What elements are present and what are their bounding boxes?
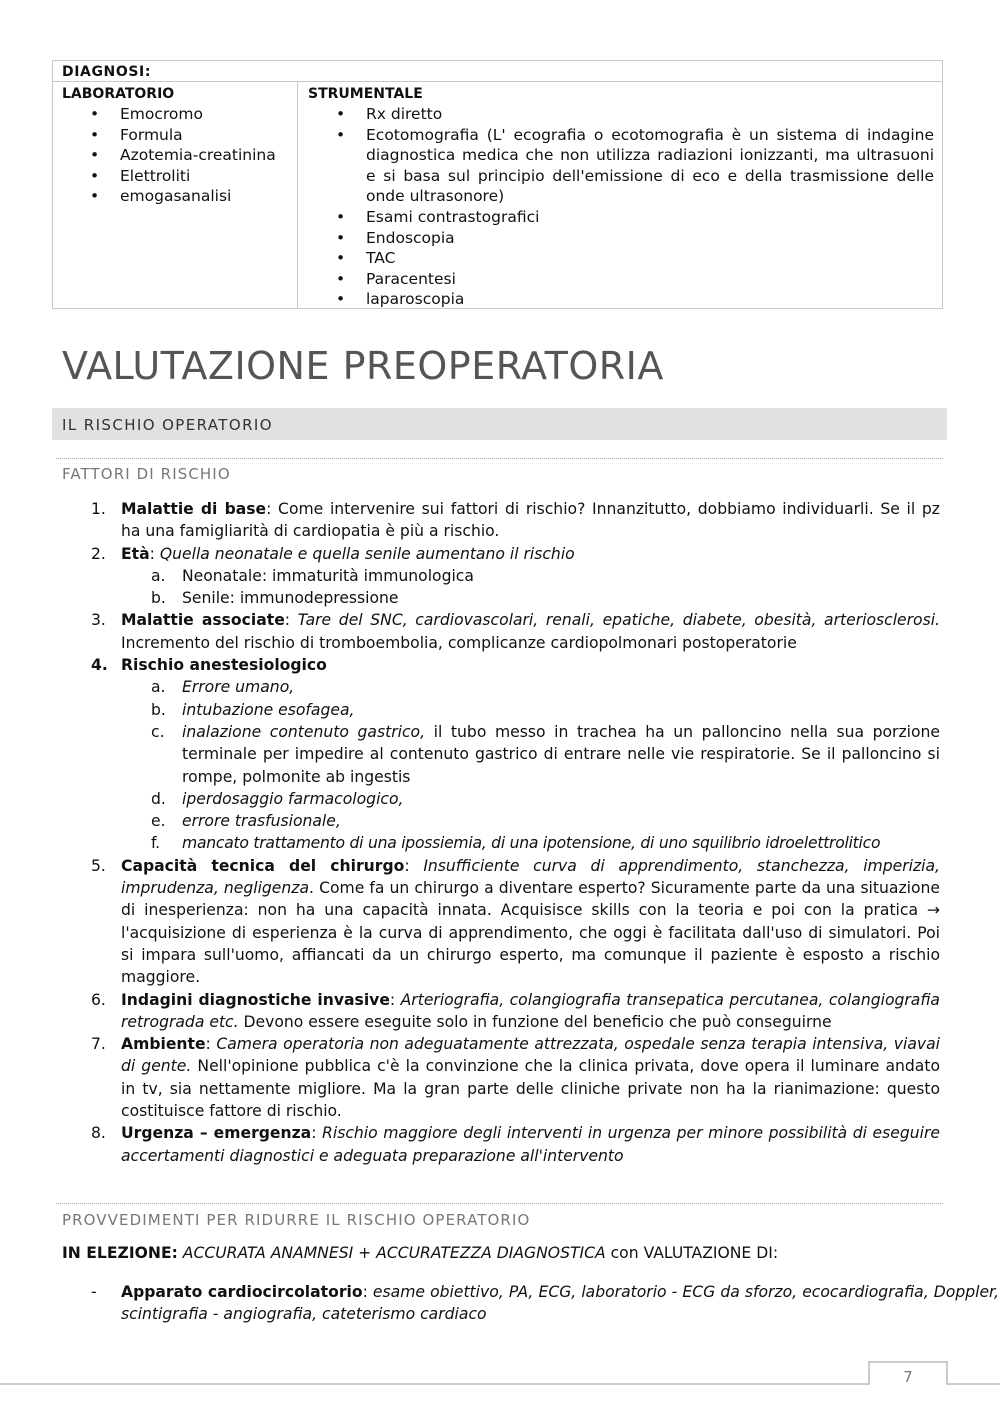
list-item (62, 1033, 940, 1122)
item-bold: Età (121, 544, 150, 563)
apparato-item (62, 1281, 999, 1326)
strumentale-list (308, 104, 934, 310)
sub-number: b. (151, 589, 166, 608)
sub-number: a. (151, 678, 166, 697)
sub-italic: mancato trattamento di una ipossiemia, di una ipotensione, di uno squilibrio idroelettrolitico (182, 834, 881, 853)
risk-factor-list (62, 498, 940, 1167)
sub-number: b. (151, 700, 166, 719)
item-colon: : (205, 1035, 217, 1054)
item-bold: Malattie associate (121, 611, 285, 630)
item-number: 5. (91, 856, 106, 875)
elezione-italic: ACCURATA ANAMNESI + ACCURATEZZA DIAGNOSTICA (177, 1244, 606, 1262)
laboratorio-list (62, 104, 297, 207)
item-text: Devono essere eseguite solo in funzione del beneficio che può conseguirne (238, 1012, 832, 1031)
item-colon: : (311, 1124, 323, 1143)
list-item (62, 855, 940, 989)
band-title: IL RISCHIO OPERATORIO (62, 416, 273, 434)
sub-item (62, 788, 940, 810)
list-item (62, 498, 940, 543)
sub-number: a. (151, 566, 166, 585)
item-colon: : (404, 856, 424, 875)
item-number: 6. (91, 990, 106, 1009)
sub-text: Neonatale: immaturità immunologica (182, 566, 474, 585)
sub-item (62, 810, 940, 832)
item-italic: Arteriografia, colangiografia transepatica percutanea, colangiografia retrograda etc. (121, 990, 940, 1031)
elezione-bold: IN ELEZIONE: (62, 1244, 178, 1262)
item-text: : Come intervenire sui fattori di rischio? Innanzitutto, dobbiamo individuarli. Se il pz ha una famigliarità di cardiopatia è più a rischio. (121, 500, 940, 541)
list-item (62, 1122, 940, 1167)
list-item: • Formula (62, 125, 297, 146)
item-bold: Indagini diagnostiche invasive (121, 990, 390, 1009)
diagnosi-title: DIAGNOSI: (53, 61, 942, 82)
elezione-text: con VALUTAZIONE DI: (605, 1244, 779, 1262)
item-colon: : (389, 990, 401, 1009)
page-title: VALUTAZIONE PREOPERATORIA (62, 344, 664, 388)
apparato-bold: Apparato cardiocircolatorio (121, 1283, 363, 1301)
item-number: 2. (91, 544, 106, 563)
list-item (62, 543, 940, 565)
sub-number: c. (151, 722, 165, 741)
list-item: • Azotemia-creatinina (62, 145, 297, 166)
item-number: 4. (91, 656, 108, 675)
sub-item (62, 832, 940, 854)
item-italic: Tare del SNC, cardiovascolari, renali, epatiche, diabete, obesità, arteriosclerosi. (297, 611, 940, 630)
item-bold: Capacità tecnica del chirurgo (121, 856, 405, 875)
list-item (62, 609, 940, 654)
item-italic: Quella neonatale e quella senile aumentano il rischio (159, 544, 575, 563)
item-text: Nell'opinione pubblica c'è la convinzione che la clinica privata, dove opera il luminare andato in tv, sia nettamente migliore. Ma la gran parte delle cliniche private non ha la rianimazione: questo costituisce fattore di rischio. (121, 1057, 940, 1121)
laboratorio-title: LABORATORIO (62, 86, 175, 102)
apparato-colon: : (362, 1283, 373, 1301)
list-item: • Emocromo (62, 104, 297, 125)
section-band (52, 408, 947, 440)
section-title-provvedimenti: PROVVEDIMENTI PER RIDURRE IL RISCHIO OPERATORIO (62, 1211, 531, 1229)
strumentale-title: STRUMENTALE (308, 86, 423, 102)
sub-number: f. (151, 834, 160, 853)
sub-italic: errore trasfusionale, (182, 812, 341, 831)
item-colon: : (149, 544, 160, 563)
laboratorio-column (53, 82, 298, 308)
list-item: • emogasanalisi (62, 186, 297, 207)
sub-italic: intubazione esofagea, (182, 700, 355, 719)
item-number: 3. (91, 611, 106, 630)
list-item: • Paracentesi (308, 269, 934, 290)
diagnosi-table (52, 60, 943, 309)
sub-text: Senile: immunodepressione (182, 589, 399, 608)
item-bold: Rischio anestesiologico (121, 656, 327, 675)
item-number: 1. (91, 500, 106, 518)
sub-italic: inalazione contenuto gastrico, (182, 722, 426, 741)
item-number: 7. (91, 1035, 106, 1054)
sub-italic: iperdosaggio farmacologico, (182, 789, 404, 808)
item-text: Incremento del rischio di tromboembolia, complicanze cardiopolmonari postoperatorie (121, 633, 797, 652)
list-item: • Endoscopia (308, 228, 934, 249)
sub-item (62, 699, 940, 721)
section-title-fattori: FATTORI DI RISCHIO (62, 465, 231, 483)
footer-line (0, 1383, 1000, 1385)
item-colon: : (284, 611, 298, 630)
dotted-divider (56, 458, 943, 459)
list-item: • Ecotomografia (L' ecografia o ecotomografia è un sistema di indagine diagnostica medica che non utilizza radiazioni ionizzanti, ma ultrasuoni e si basa sul principio dell'emissione di eco e della trasmissione delle onde ultrasonore) (308, 125, 934, 207)
sub-italic: Errore umano, (182, 678, 295, 697)
elezione-line (62, 1244, 778, 1262)
apparato-italic: esame obiettivo, PA, ECG, laboratorio - ECG da sforzo, ecocardiografia, Doppler, scintigrafia - angiografia, cateterismo cardiaco (121, 1283, 999, 1324)
sub-number: d. (151, 789, 166, 808)
item-bold: Ambiente (121, 1035, 206, 1054)
item-italic: Rischio maggiore degli interventi in urgenza per minore possibilità di eseguire accertamenti diagnostici e adeguata preparazione all'intervento (121, 1124, 940, 1165)
list-item: • laparoscopia (308, 289, 934, 310)
sub-text: il tubo messo in trachea ha un palloncino nella sua porzione terminale per impedire al contenuto gastrico di entrare nelle vie respiratorie. Se il palloncino si rompe, polmonite ab ingestis (182, 722, 940, 786)
strumentale-column (298, 82, 942, 308)
item-text: . Come fa un chirurgo a diventare esperto? Sicuramente parte da una situazione di inesperienza: non ha una capacità innata. Acquisisce skills con la teoria e poi con la pratica → l'acquisizione di esperienza è la curva di apprendimento, che oggi è facilitata dall'uso di simulatori. Poi si impara sull'uomo, affiancati da un chirurgo esperto, ma comunque il paziente è esposto a rischio maggiore. (121, 879, 940, 987)
list-item: • Esami contrastografici (308, 207, 934, 228)
list-item (62, 989, 940, 1034)
sub-item (62, 676, 940, 698)
item-italic: Camera operatoria non adeguatamente attrezzata, ospedale senza terapia intensiva, viavai di gente. (121, 1035, 940, 1076)
list-item: • Rx diretto (308, 104, 934, 125)
item-number: 8. (91, 1124, 106, 1143)
list-item: • Elettroliti (62, 166, 297, 187)
list-item: • TAC (308, 248, 934, 269)
sub-number: e. (151, 812, 166, 831)
item-italic: Insufficiente curva di apprendimento, stanchezza, imperizia, imprudenza, negligenza (121, 856, 941, 898)
page-number: 7 (868, 1361, 948, 1385)
item-bold: Urgenza – emergenza (121, 1124, 312, 1143)
dotted-divider (56, 1203, 943, 1204)
list-item (62, 654, 940, 676)
dash-marker: - (91, 1283, 97, 1301)
sub-item (62, 565, 940, 587)
item-bold: Malattie di base (121, 500, 267, 518)
sub-item (62, 721, 940, 788)
sub-item (62, 587, 940, 609)
